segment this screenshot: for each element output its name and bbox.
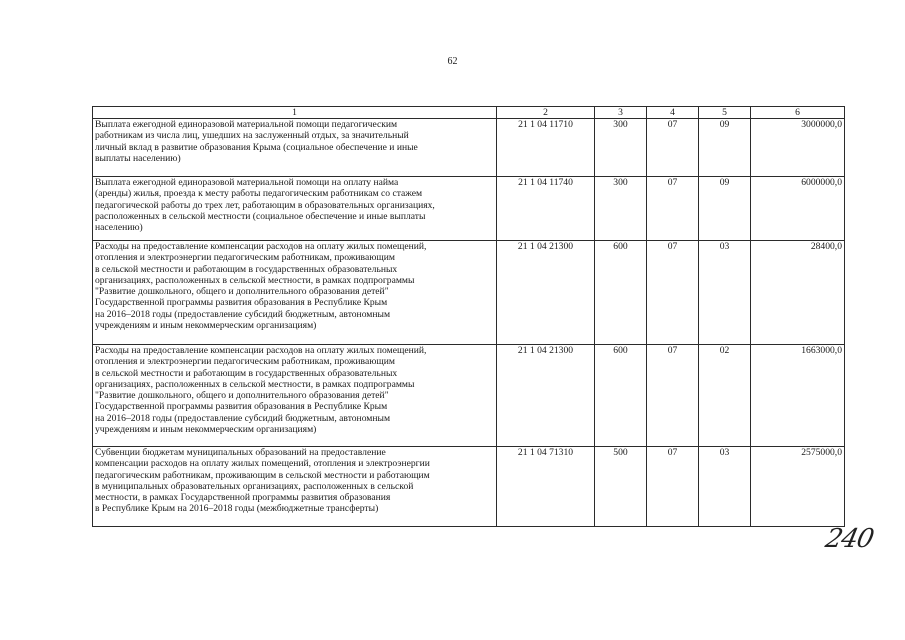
row-description: Расходы на предоставление компенсации расходов на оплату жилых помещений, отопления и электроэнергии педагогическим работникам, проживающим в сельской местности и работающим в государственных образовательных организациях, расположенных в сельской местности, в рамках подпрограммы "Развитие дошкольного, общего и дополнительного образования детей" Государственной программы развития образования в Республике Крым на 2016–2018 годы (предоставление субсидий бюджетным, автономным учреждениям и иным некоммерческим организациям) — [93, 241, 497, 345]
row-description: Выплата ежегодной единоразовой материальной помощи на оплату найма (аренды) жилья, проезда к месту работы педагогическим работникам со стажем педагогической работы до трех лет, работающим в образовательных организациях, расположенных в сельской местности (социальное обеспечение и иные выплаты населению) — [93, 177, 497, 241]
row-description: Выплата ежегодной единоразовой материальной помощи педагогическим работникам из числа лиц, ушедших на заслуженный отдых, за значительный личный вклад в развитие образования Крыма (социальное обеспечение и иные выплаты населению) — [93, 119, 497, 177]
column-header-2: 2 — [497, 107, 595, 119]
table-row — [93, 345, 845, 447]
table-row — [93, 241, 845, 345]
row-target-code: 21 1 04 71310 — [497, 447, 595, 527]
column-header-1: 1 — [93, 107, 497, 119]
column-header-4: 4 — [647, 107, 699, 119]
row-subsection: 02 — [699, 345, 751, 447]
row-subsection: 03 — [699, 241, 751, 345]
column-header-5: 5 — [699, 107, 751, 119]
row-expense-type: 600 — [595, 345, 647, 447]
table-header — [93, 107, 845, 119]
row-target-code: 21 1 04 11710 — [497, 119, 595, 177]
row-subsection: 09 — [699, 177, 751, 241]
row-section: 07 — [647, 447, 699, 527]
row-section: 07 — [647, 345, 699, 447]
row-amount: 3000000,0 — [751, 119, 845, 177]
row-section: 07 — [647, 119, 699, 177]
row-amount: 28400,0 — [751, 241, 845, 345]
handwritten-page-mark: 240 — [822, 524, 876, 554]
row-subsection: 03 — [699, 447, 751, 527]
row-target-code: 21 1 04 21300 — [497, 241, 595, 345]
row-amount: 1663000,0 — [751, 345, 845, 447]
table-row — [93, 177, 845, 241]
row-amount: 2575000,0 — [751, 447, 845, 527]
row-subsection: 09 — [699, 119, 751, 177]
row-target-code: 21 1 04 21300 — [497, 345, 595, 447]
row-section: 07 — [647, 177, 699, 241]
column-header-6: 6 — [751, 107, 845, 119]
table-body — [93, 119, 845, 527]
page-number: 62 — [447, 56, 458, 67]
table-row — [93, 119, 845, 177]
row-expense-type: 300 — [595, 177, 647, 241]
budget-table — [92, 106, 845, 527]
row-section: 07 — [647, 241, 699, 345]
row-description: Расходы на предоставление компенсации расходов на оплату жилых помещений, отопления и электроэнергии педагогическим работникам, проживающим в сельской местности и работающим в государственных образовательных организациях, расположенных в сельской местности, в рамках подпрограммы "Развитие дошкольного, общего и дополнительного образования детей" Государственной программы развития образования в Республике Крым на 2016–2018 годы (предоставление субсидий бюджетным, автономным учреждениям и иным некоммерческим организациям) — [93, 345, 497, 447]
row-expense-type: 300 — [595, 119, 647, 177]
row-expense-type: 500 — [595, 447, 647, 527]
row-amount: 6000000,0 — [751, 177, 845, 241]
table-row — [93, 447, 845, 527]
header-row — [93, 107, 845, 119]
column-header-3: 3 — [595, 107, 647, 119]
row-description: Субвенции бюджетам муниципальных образований на предоставление компенсации расходов на оплату жилых помещений, отопления и электроэнергии педагогическим работникам, проживающим в сельской местности и работающим в муниципальных образовательных организациях, расположенных в сельской местности, в рамках Государственной программы развития образования в Республике Крым на 2016–2018 годы (межбюджетные трансферты) — [93, 447, 497, 527]
row-expense-type: 600 — [595, 241, 647, 345]
row-target-code: 21 1 04 11740 — [497, 177, 595, 241]
